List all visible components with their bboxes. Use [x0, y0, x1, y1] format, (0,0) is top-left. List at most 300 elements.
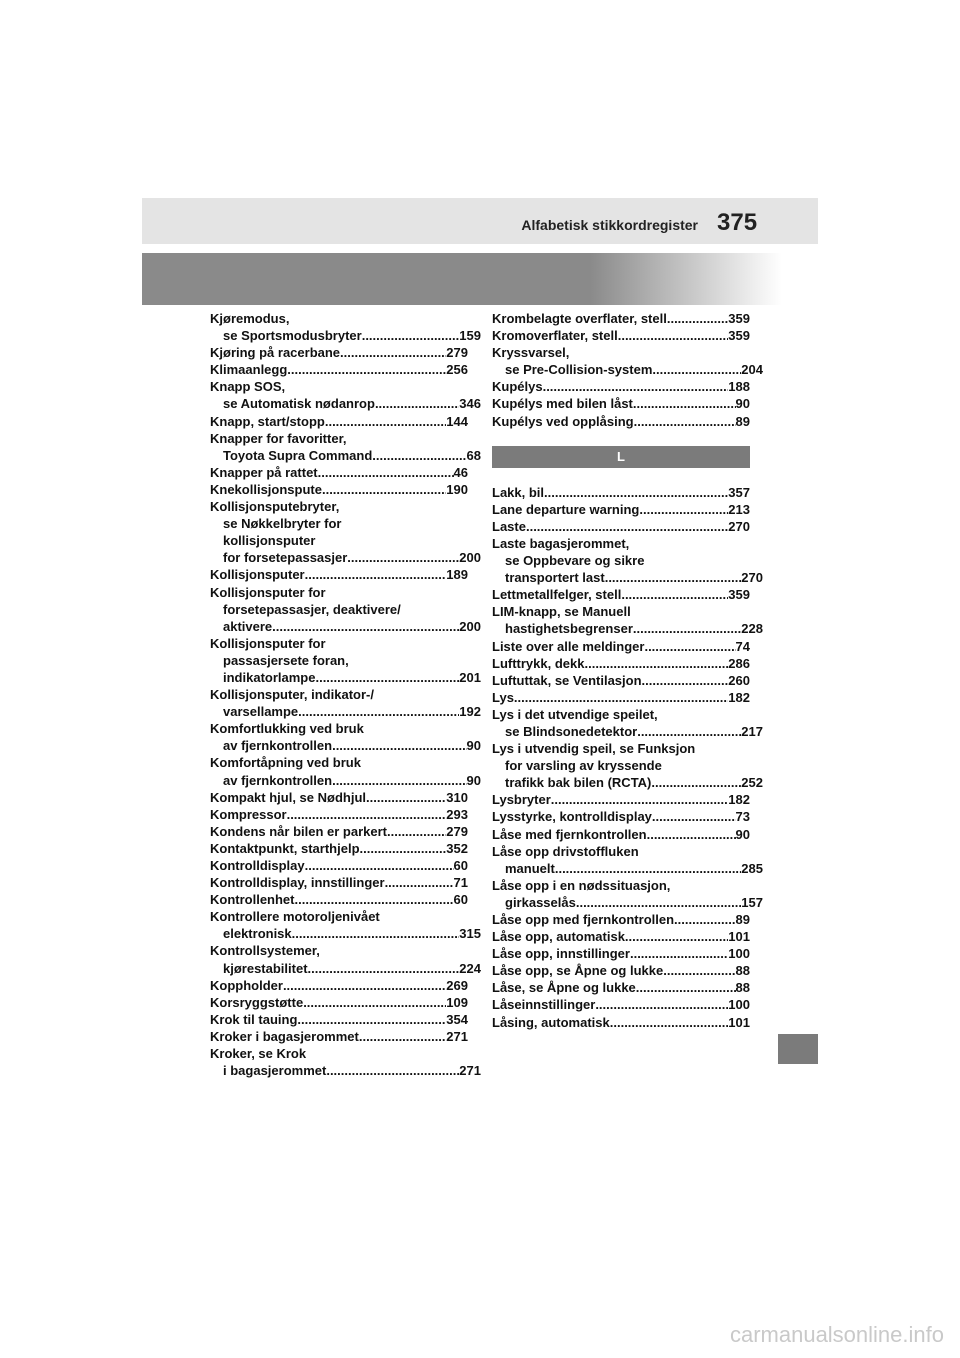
index-entry-text: hastighetsbegrenser: [505, 621, 633, 637]
index-entry-page: 293: [446, 806, 468, 822]
dot-leader: [637, 723, 741, 740]
index-entry-page: 200: [459, 618, 481, 634]
dot-leader: [652, 361, 741, 378]
index-entry-text: Knapp SOS,: [210, 379, 286, 395]
index-entry-text: Kollisjonsputer for: [210, 635, 326, 651]
dot-leader: [651, 774, 741, 791]
index-entry-leader: [492, 911, 750, 928]
index-entry-text: Kontrollere motoroljenivået: [210, 909, 380, 925]
dot-leader: [526, 518, 728, 535]
index-entry: [210, 413, 468, 430]
index-entry-text: Knapp, start/stopp: [210, 413, 325, 429]
index-entry-page: 46: [453, 464, 468, 480]
index-entry-leader: [492, 791, 750, 808]
index-entry: [492, 689, 750, 706]
dot-leader: [305, 566, 447, 583]
index-entry-leader: [210, 344, 468, 361]
index-entry-page: 224: [459, 960, 481, 976]
index-entry: [210, 1011, 468, 1028]
index-entry: [492, 501, 750, 518]
index-entry-page: 90: [735, 396, 750, 412]
dot-leader: [315, 669, 459, 686]
index-entry-text: Klimaanlegg: [210, 362, 288, 378]
index-entry: [492, 877, 763, 911]
index-entry: [492, 928, 750, 945]
index-entry-leader: [210, 737, 481, 754]
index-entry-leader: [210, 669, 481, 686]
index-entry-leader: [492, 310, 750, 327]
index-entry: [210, 1045, 481, 1079]
dot-leader: [308, 960, 460, 977]
index-entry-text: Kupélys: [492, 379, 543, 395]
index-entry: [210, 566, 468, 583]
index-entry-text: Komfortåpning ved bruk: [210, 755, 361, 771]
dot-leader: [347, 549, 459, 566]
index-entry: [210, 977, 468, 994]
index-entry-text: Luftuttak, se Ventilasjon: [492, 672, 642, 688]
index-entry: [492, 962, 750, 979]
index-entry-page: 89: [735, 912, 750, 927]
index-entry-page: 144: [446, 413, 468, 429]
index-entry-page: 346: [459, 396, 481, 412]
dot-leader: [647, 826, 736, 843]
index-entry: [210, 942, 481, 976]
index-entry: [210, 1028, 468, 1045]
dot-leader: [385, 874, 454, 891]
index-entry-text: Komfortlukking ved bruk: [210, 721, 364, 737]
index-entry-text: Kollisjonsputebryter,: [210, 499, 340, 515]
dot-leader: [633, 395, 736, 412]
dot-leader: [610, 1014, 729, 1031]
index-entry: [492, 535, 763, 586]
index-entry-page: 352: [446, 840, 468, 856]
index-entry-leader: [210, 891, 468, 908]
index-entry-leader: [210, 361, 468, 378]
index-entry-page: 101: [728, 1014, 750, 1030]
index-entry-leader: [492, 620, 763, 637]
index-entry-leader: [210, 840, 468, 857]
index-entry-text: Låse opp i en nødssituasjon,: [492, 877, 671, 893]
index-entry-page: 73: [735, 809, 750, 825]
index-entry-text: Toyota Supra Command: [223, 447, 373, 463]
dot-leader: [625, 928, 728, 945]
index-entry-text: Kupélys med bilen låst: [492, 396, 633, 412]
index-entry-leader: [492, 808, 750, 825]
index-entry-leader: [210, 447, 481, 464]
dot-leader: [359, 1028, 446, 1045]
index-entry-text: trafikk bak bilen (RCTA): [505, 775, 652, 791]
index-entry-leader: [492, 996, 750, 1013]
index-entry: [492, 1014, 750, 1031]
index-entry-page: 228: [741, 621, 763, 637]
dot-leader: [318, 464, 454, 481]
index-entry: [210, 430, 481, 464]
index-entry-text: LIM-knapp, se Manuell: [492, 604, 631, 620]
index-entry-leader: [210, 395, 481, 412]
index-entry-page: 279: [446, 823, 468, 839]
index-entry-text: aktivere: [223, 618, 273, 634]
index-entry-text: Liste over alle meldinger: [492, 638, 645, 654]
index-entry-page: 109: [446, 994, 468, 1010]
index-entry-page: 279: [446, 345, 468, 361]
index-entry: [492, 655, 750, 672]
dot-leader: [543, 378, 729, 395]
index-entry-text: Kontrolldisplay, innstillinger: [210, 875, 385, 891]
index-entry-leader: [210, 413, 468, 430]
dot-leader: [642, 672, 729, 689]
index-entry: [492, 603, 763, 637]
dot-leader: [287, 806, 447, 823]
index-entry: [210, 994, 468, 1011]
index-entry-leader: [210, 960, 481, 977]
index-entry-text: elektronisk: [223, 926, 292, 942]
dot-leader: [303, 994, 446, 1011]
index-entry-page: 359: [728, 587, 750, 603]
dot-leader: [297, 1011, 446, 1028]
index-entry-page: 88: [735, 980, 750, 996]
index-entry-text: Korsryggstøtte: [210, 994, 304, 1010]
index-entry-leader: [210, 925, 481, 942]
index-entry-text: Kupélys ved opplåsing: [492, 413, 634, 429]
index-entry: [492, 911, 750, 928]
index-entry: [210, 464, 468, 481]
index-entry: [492, 518, 750, 535]
index-entry-text: Krombelagte overflater, stell: [492, 311, 667, 326]
dot-leader: [630, 945, 728, 962]
index-entry-leader: [210, 566, 468, 583]
index-entry-text: Lane departure warning: [492, 501, 640, 517]
index-entry-leader: [492, 413, 750, 430]
dot-leader: [644, 638, 735, 655]
index-entry: [492, 672, 750, 689]
index-entry-leader: [492, 501, 750, 518]
index-entry-leader: [492, 586, 750, 603]
index-entry-text: Låsing, automatisk: [492, 1014, 610, 1030]
index-entry-text: Låse opp, automatisk: [492, 929, 625, 945]
index-entry-text: kollisjonsputer: [223, 533, 316, 549]
index-entry-page: 315: [459, 926, 481, 942]
index-entry-text: Låse med fjernkontrollen: [492, 826, 647, 842]
dot-leader: [663, 962, 735, 979]
index-entry-text: Lys i utvendig speil, se Funksjon: [492, 741, 696, 757]
dot-leader: [362, 327, 460, 344]
index-entry-page: 285: [741, 860, 763, 876]
index-entry: [210, 891, 468, 908]
page-header: [142, 198, 818, 244]
dot-leader: [514, 689, 728, 706]
index-entry-text: for varsling av kryssende: [505, 758, 662, 774]
dot-leader: [360, 840, 447, 857]
index-entry-page: 217: [741, 723, 763, 739]
dot-leader: [366, 789, 446, 806]
index-entry-text: Lysstyrke, kontrolldisplay: [492, 809, 652, 825]
index-entry-text: se Nøkkelbryter for: [223, 516, 342, 532]
index-entry-page: 359: [728, 328, 750, 344]
index-entry-text: varsellampe: [223, 704, 299, 720]
index-entry-page: 157: [741, 894, 763, 910]
index-entry: [492, 808, 750, 825]
index-entry: [492, 945, 750, 962]
index-entry-leader: [210, 789, 468, 806]
index-entry: [210, 686, 481, 720]
index-entry: [492, 344, 763, 378]
index-entry-text: Kontrolldisplay: [210, 858, 305, 873]
index-entry-text: Kontaktpunkt, starthjelp: [210, 840, 360, 856]
index-entry: [210, 840, 468, 857]
index-entry-text: se Sportsmodusbryter: [223, 328, 362, 344]
index-entry-text: i bagasjerommet: [223, 1063, 327, 1079]
index-entry-page: 182: [728, 689, 750, 705]
index-entry: [492, 484, 750, 501]
index-entry: [492, 310, 750, 327]
index-entry-page: 100: [728, 997, 750, 1013]
index-entry: [492, 843, 763, 877]
index-entry-leader: [492, 638, 750, 655]
index-entry-leader: [492, 1014, 750, 1031]
index-entry-page: 286: [728, 655, 750, 671]
index-entry: [210, 720, 481, 754]
index-entry-text: Kjøring på racerbane: [210, 345, 341, 361]
dot-leader: [287, 361, 446, 378]
index-entry-leader: [210, 464, 468, 481]
index-column-left: [210, 310, 481, 1079]
index-entry-page: 101: [728, 929, 750, 945]
index-entry-page: 60: [453, 858, 468, 873]
index-entry-text: Kroker i bagasjerommet: [210, 1028, 359, 1044]
index-entry-leader: [492, 894, 763, 911]
index-entry: [492, 638, 750, 655]
index-entry: [492, 740, 763, 791]
dot-leader: [375, 395, 459, 412]
index-entry-text: Kontrollsystemer,: [210, 943, 320, 959]
index-entry-text: Kjøremodus,: [210, 311, 290, 326]
index-entry-text: Lufttrykk, dekk: [492, 655, 585, 671]
index-entry-page: 271: [459, 1063, 481, 1079]
index-entry: [492, 413, 750, 430]
index-entry-text: av fjernkontrollen: [223, 772, 333, 788]
index-entry: [210, 481, 468, 498]
index-entry-text: Laste bagasjerommet,: [492, 535, 630, 551]
index-entry-page: 213: [728, 501, 750, 517]
index-entry: [492, 395, 750, 412]
index-entry-page: 270: [728, 518, 750, 534]
index-entry-page: 188: [728, 379, 750, 395]
index-entry-leader: [492, 979, 750, 996]
index-entry-page: 90: [466, 738, 481, 754]
index-entry-leader: [492, 655, 750, 672]
index-entry-text: Lakk, bil: [492, 484, 545, 500]
index-entry-text: Kroker, se Krok: [210, 1046, 307, 1062]
dot-leader: [674, 911, 736, 928]
index-column-right: [492, 310, 763, 1031]
index-entry-page: 310: [446, 789, 468, 805]
dot-leader: [544, 484, 728, 501]
dot-leader: [295, 891, 454, 908]
index-entry: [210, 635, 481, 686]
index-entry-text: Kompressor: [210, 806, 287, 822]
index-entry-text: Låse opp med fjernkontrollen: [492, 912, 675, 927]
index-entry-page: 252: [741, 775, 763, 791]
index-entry-page: 354: [446, 1011, 468, 1027]
index-entry-text: Låse opp, se Åpne og lukke: [492, 963, 664, 979]
dot-leader: [555, 860, 741, 877]
index-entry-text: Krok til tauing: [210, 1011, 298, 1027]
dot-leader: [551, 791, 729, 808]
index-entry: [210, 789, 468, 806]
dot-leader: [372, 447, 466, 464]
index-entry-leader: [210, 857, 468, 874]
header-gradient-band: [142, 253, 782, 305]
index-entry-leader: [210, 618, 481, 635]
index-entry: [210, 310, 481, 344]
index-entry: [210, 908, 481, 942]
index-entry-leader: [492, 826, 750, 843]
index-entry-text: transportert last: [505, 570, 605, 586]
index-entry-page: 90: [735, 826, 750, 842]
dot-leader: [325, 413, 446, 430]
index-entry: [492, 996, 750, 1013]
index-entry-text: Låse, se Åpne og lukke: [492, 980, 636, 996]
index-entry-page: 256: [446, 362, 468, 378]
index-entry-text: av fjernkontrollen: [223, 738, 333, 754]
dot-leader: [272, 618, 459, 635]
index-entry-leader: [210, 823, 468, 840]
index-entry: [210, 344, 468, 361]
index-entry: [210, 498, 481, 566]
index-entry-page: 60: [453, 892, 468, 908]
index-entry-leader: [492, 689, 750, 706]
dot-leader: [332, 737, 466, 754]
index-entry-text: Knapper for favoritter,: [210, 430, 347, 446]
index-entry-text: se Automatisk nødanrop: [223, 396, 375, 412]
index-entry-page: 201: [459, 669, 481, 685]
index-entry-leader: [210, 772, 481, 789]
section-title: Alfabetisk stikkordregister: [521, 217, 698, 233]
index-entry-leader: [210, 1062, 481, 1079]
index-entry: [210, 874, 468, 891]
index-entry: [492, 586, 750, 603]
dot-leader: [283, 977, 446, 994]
index-entry-text: Kollisjonsputer: [210, 567, 305, 583]
index-entry-leader: [492, 327, 750, 344]
index-entry-leader: [492, 378, 750, 395]
index-entry-page: 74: [735, 638, 750, 654]
index-entry-text: se Pre-Collision-system: [505, 362, 653, 378]
index-entry-leader: [492, 928, 750, 945]
index-entry-leader: [210, 994, 468, 1011]
index-entry-text: Låse opp drivstoffluken: [492, 843, 639, 859]
dot-leader: [332, 772, 466, 789]
index-entry-leader: [210, 977, 468, 994]
index-entry-text: passasjersete foran,: [223, 652, 349, 668]
index-entry-text: Kollisjonsputer, indikator-/: [210, 687, 374, 703]
index-entry-leader: [492, 774, 763, 791]
index-entry-page: 200: [459, 550, 481, 566]
index-entry: [210, 823, 468, 840]
index-entry-leader: [492, 361, 763, 378]
index-entry-page: 182: [728, 792, 750, 808]
index-entry: [210, 806, 468, 823]
index-entry-page: 270: [741, 570, 763, 586]
letter-heading: L: [492, 446, 750, 468]
dot-leader: [652, 808, 736, 825]
index-entry-text: Låse opp, innstillinger: [492, 946, 630, 962]
index-entry: [492, 378, 750, 395]
index-entry-text: Kondens når bilen er parkert: [210, 823, 387, 839]
index-entry-leader: [492, 395, 750, 412]
dot-leader: [595, 996, 728, 1013]
dot-leader: [584, 655, 728, 672]
index-entry-leader: [210, 874, 468, 891]
dot-leader: [326, 1062, 459, 1079]
dot-leader: [618, 327, 729, 344]
index-entry: [210, 378, 481, 412]
index-entry-page: 260: [728, 672, 750, 688]
dot-leader: [634, 413, 736, 430]
index-entry-leader: [492, 518, 750, 535]
index-entry-page: 192: [459, 704, 481, 720]
index-entry-text: Kollisjonsputer for: [210, 584, 326, 600]
index-entry: [492, 791, 750, 808]
index-entry-page: 271: [446, 1028, 468, 1044]
index-entry-text: Kontrollenhet: [210, 892, 295, 908]
dot-leader: [387, 823, 446, 840]
index-entry: [210, 857, 468, 874]
dot-leader: [576, 894, 741, 911]
chapter-tab: [778, 1034, 818, 1064]
index-entry-page: 189: [446, 567, 468, 583]
index-entry-page: 88: [735, 963, 750, 979]
dot-leader: [636, 979, 736, 996]
index-entry-leader: [210, 1011, 468, 1028]
index-entry-page: 190: [446, 481, 468, 497]
index-entry-leader: [492, 860, 763, 877]
index-entry-leader: [492, 723, 763, 740]
dot-leader: [605, 569, 742, 586]
index-entry-text: Knekollisjonspute: [210, 481, 322, 497]
index-entry-text: Koppholder: [210, 977, 283, 993]
dot-leader: [621, 586, 728, 603]
dot-leader: [340, 344, 446, 361]
index-entry-leader: [492, 945, 750, 962]
dot-leader: [298, 703, 459, 720]
index-entry-page: 68: [466, 447, 481, 463]
dot-leader: [322, 481, 446, 498]
index-entry-leader: [492, 962, 750, 979]
index-entry-leader: [210, 806, 468, 823]
index-entry-text: Laste: [492, 518, 526, 534]
index-entry: [492, 706, 763, 740]
index-entry-leader: [210, 703, 481, 720]
index-entry-text: Kryssvarsel,: [492, 345, 570, 361]
index-entry-text: manuelt: [505, 860, 555, 876]
index-entry-text: Kompakt hjul, se Nødhjul: [210, 789, 367, 805]
index-entry-leader: [210, 549, 481, 566]
index-entry-page: 71: [453, 875, 468, 891]
dot-leader: [639, 501, 728, 518]
index-entry-page: 100: [728, 946, 750, 962]
index-entry-text: indikatorlampe: [223, 669, 316, 685]
index-entry-text: Knapper på rattet: [210, 464, 318, 480]
index-entry: [492, 979, 750, 996]
dot-leader: [633, 620, 741, 637]
page-number: 375: [717, 209, 758, 236]
index-entry: [492, 826, 750, 843]
index-entry-text: girkasselås: [505, 894, 576, 910]
index-entry-page: 204: [741, 362, 763, 378]
index-entry: [210, 361, 468, 378]
index-entry-text: kjørestabilitet: [223, 960, 308, 976]
